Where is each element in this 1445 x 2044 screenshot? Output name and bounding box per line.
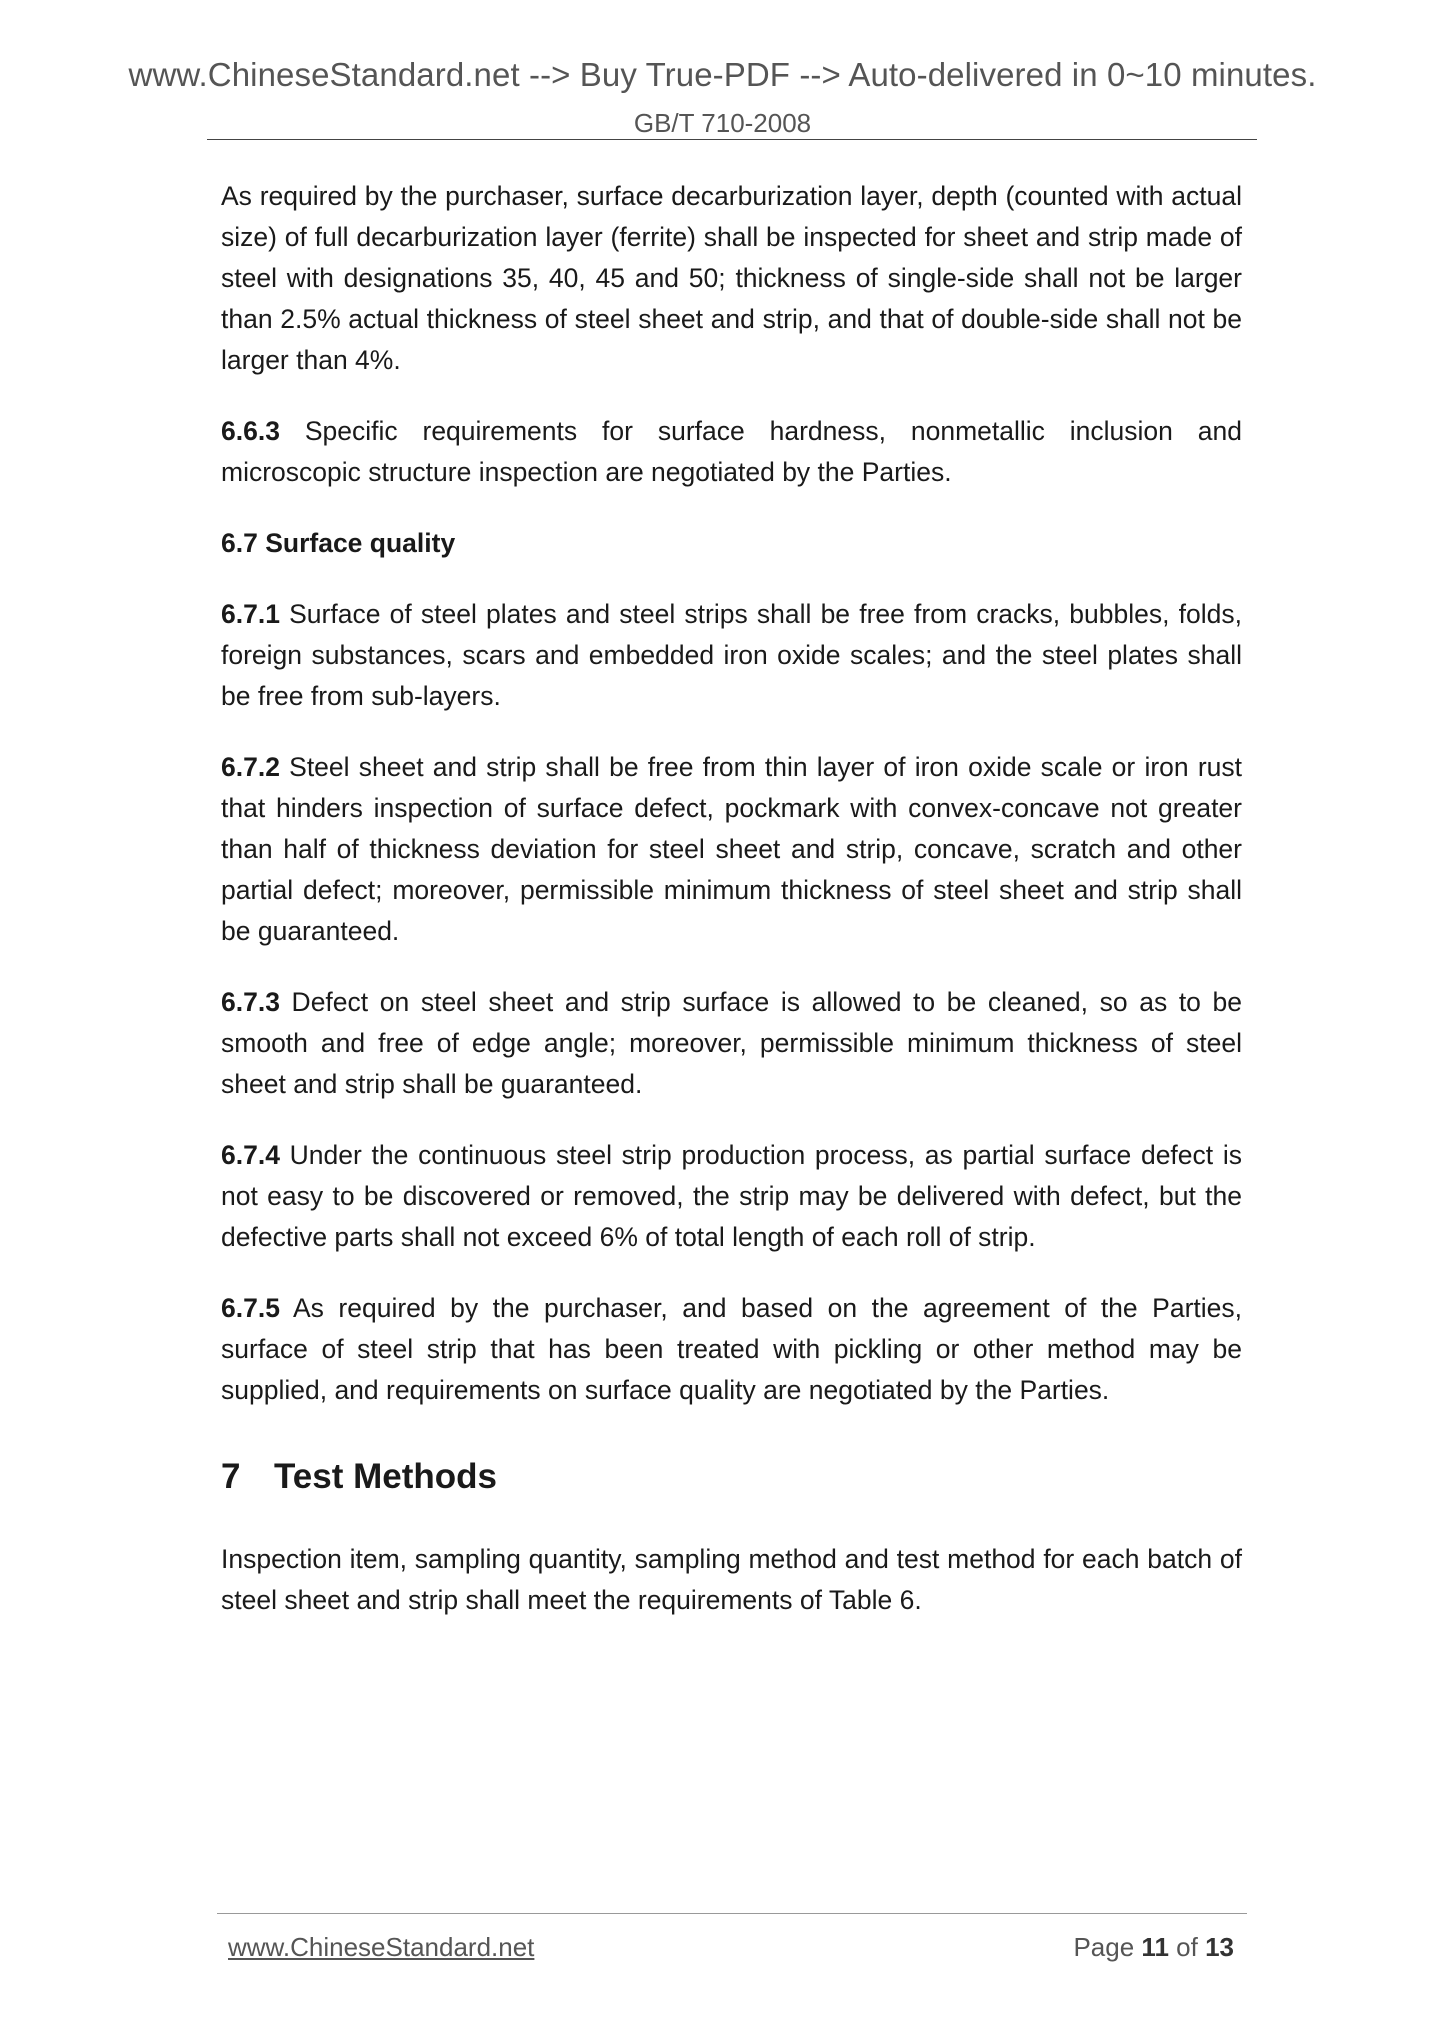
clause-number: 6.7.1 bbox=[221, 599, 280, 629]
section-number: 7 bbox=[221, 1457, 241, 1496]
header-banner: www.ChineseStandard.net --> Buy True-PDF --> Auto-delivered in 0~10 minutes. bbox=[128, 56, 1317, 93]
clause-text: Surface of steel plates and steel strips shall be free from cracks, bubbles, folds, foreign substances, scars and embedded iron oxide scales; and the steel plates shall be free from sub-layers. bbox=[221, 599, 1242, 711]
clause-text: Under the continuous steel strip production process, as partial surface defect is not easy to be discovered or removed, the strip may be delivered with defect, but the defective parts shall not exceed 6% of total length of each roll of strip. bbox=[221, 1140, 1242, 1252]
page-total: 13 bbox=[1205, 1932, 1234, 1962]
page-current: 11 bbox=[1141, 1932, 1169, 1962]
page-indicator bbox=[1073, 1932, 1234, 1963]
document-body bbox=[221, 176, 1242, 1651]
clause-text: As required by the purchaser, and based on the agreement of the Parties, surface of steel strip that has been treated with pickling or other method may be supplied, and requirements on surface quality are negotiated by the Parties. bbox=[221, 1293, 1242, 1405]
clause-number: 6.6.3 bbox=[221, 416, 280, 446]
clause-text: Specific requirements for surface hardness, nonmetallic inclusion and microscopic structure inspection are negotiated by the Parties. bbox=[221, 416, 1242, 487]
clause-6-7-3 bbox=[221, 982, 1242, 1105]
paragraph-text: Inspection item, sampling quantity, sampling method and test method for each batch of steel sheet and strip shall meet the requirements of Table 6. bbox=[221, 1544, 1242, 1615]
clause-6-7-2 bbox=[221, 747, 1242, 952]
clause-6-7-4 bbox=[221, 1135, 1242, 1258]
section-7-heading bbox=[221, 1455, 1242, 1499]
paragraph-test-methods bbox=[221, 1539, 1242, 1621]
clause-6-7-5 bbox=[221, 1288, 1242, 1411]
standard-code: GB/T 710-2008 bbox=[633, 108, 812, 138]
paragraph-text: As required by the purchaser, surface decarburization layer, depth (counted with actual size) of full decarburization layer (ferrite) shall be inspected for sheet and strip made of steel with designations 35, 40, 45 and 50; thickness of single-side shall not be larger than 2.5% actual thickness of steel sheet and strip, and that of double-side shall not be larger than 4%. bbox=[221, 181, 1242, 375]
clause-text: Defect on steel sheet and strip surface is allowed to be cleaned, so as to be smooth and free of edge angle; moreover, permissible minimum thickness of steel sheet and strip shall be guaranteed. bbox=[221, 987, 1242, 1099]
clause-6-6-3 bbox=[221, 411, 1242, 493]
section-title: Test Methods bbox=[274, 1457, 497, 1496]
clause-text: Steel sheet and strip shall be free from thin layer of iron oxide scale or iron rust that hinders inspection of surface defect, pockmark with convex-concave not greater than half of thickness deviation for steel sheet and strip, concave, scratch and other partial defect; moreover, permissible minimum thickness of steel sheet and strip shall be guaranteed. bbox=[221, 752, 1242, 946]
page-of: of bbox=[1176, 1932, 1198, 1962]
paragraph-decarburization bbox=[221, 176, 1242, 381]
page-label: Page bbox=[1073, 1932, 1135, 1962]
clause-number: 6.7.2 bbox=[221, 752, 280, 782]
heading-6-7: 6.7 Surface quality bbox=[221, 528, 456, 558]
clause-6-7-1 bbox=[221, 594, 1242, 717]
clause-number: 6.7.3 bbox=[221, 987, 280, 1017]
clause-number: 6.7.5 bbox=[221, 1293, 280, 1323]
footer-site-link[interactable]: www.ChineseStandard.net bbox=[228, 1932, 535, 1962]
header-divider bbox=[207, 139, 1257, 140]
footer-divider bbox=[217, 1913, 1247, 1914]
clause-number: 6.7.4 bbox=[221, 1140, 280, 1170]
